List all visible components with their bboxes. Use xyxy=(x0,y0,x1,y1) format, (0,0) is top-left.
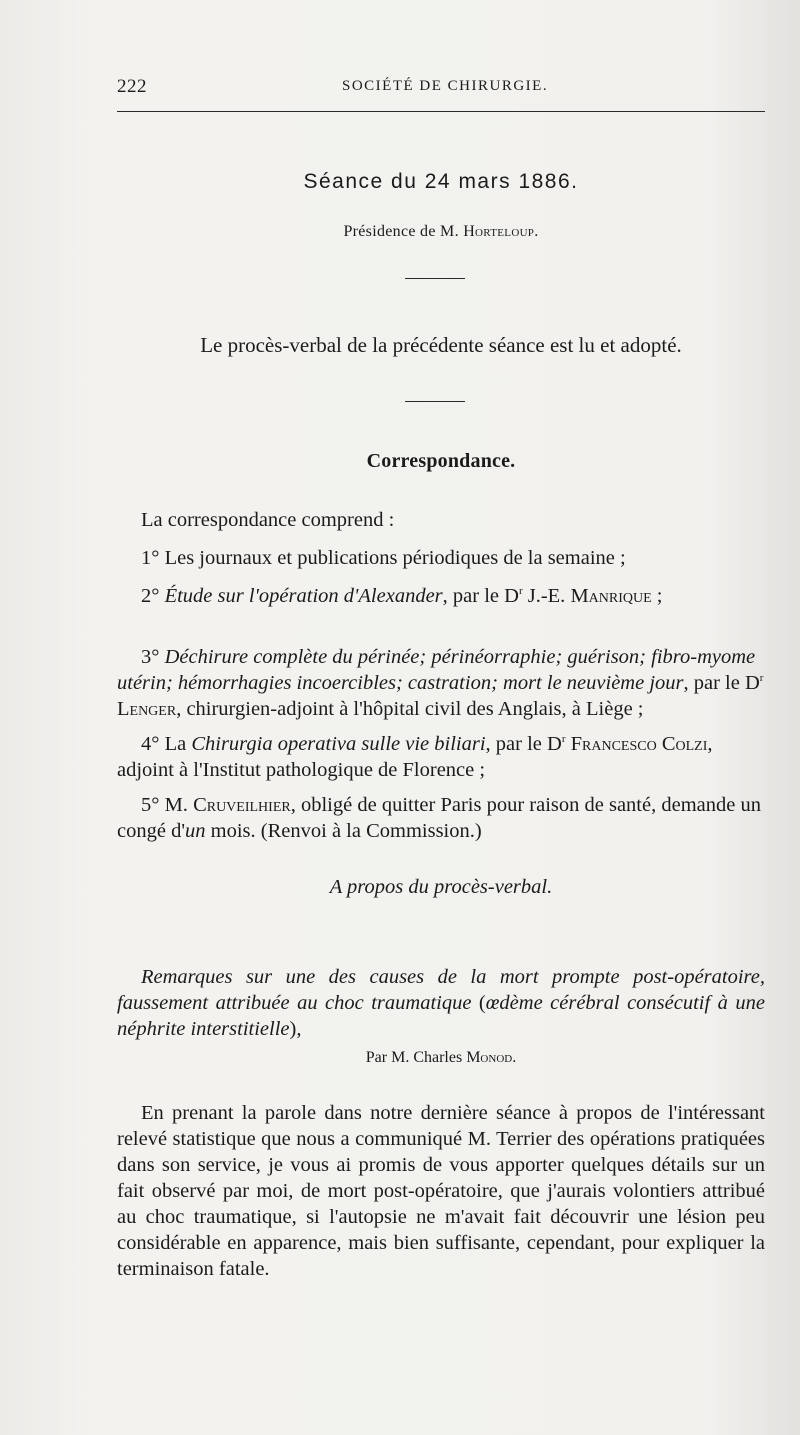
session-title: Séance du 24 mars 1886. xyxy=(303,170,579,193)
running-title: SOCIÉTÉ DE CHIRURGIE. xyxy=(342,78,549,94)
correspondence-item-2 xyxy=(117,583,765,609)
correspondence-item-1: 1° Les journaux et publications périodiques de la semaine ; xyxy=(141,547,626,569)
section-heading-correspondence: Correspondance. xyxy=(366,450,516,472)
item-text: , obligé de quitter Paris pour raison de santé, demande un congé d' xyxy=(117,794,761,842)
correspondence-item-3 xyxy=(117,644,765,722)
president-name: Horteloup. xyxy=(463,223,539,240)
article-title-paren-text: œdème cérébral consécutif à une néphrite interstitielle xyxy=(117,992,765,1040)
body-paragraph: En prenant la parole dans notre dernière séance à propos de l'intéressant relevé statistique que nous a communiqué M. Terrier des opérations pratiquées dans son service, je vous ai promis de vous apporter quelques détails sur un fait observé par moi, de mort post-opératoire, que j'aurais volontiers attribué au choc traumatique, si l'autopsie ne m'avait fait découvrir une lésion peu considérable en apparence, mais bien suffisante, cependant, pour expliquer la terminaison fatale. xyxy=(117,1102,765,1280)
article-author xyxy=(117,1049,765,1067)
italic-word: un xyxy=(185,820,206,842)
presidency-line xyxy=(117,223,765,241)
item-number: 5° M. xyxy=(141,794,194,816)
paren: ), xyxy=(289,1018,302,1040)
article-title-text: Remarques sur une des causes de la mort prompte post-opératoire, faussement attribuée au choc traumatique xyxy=(117,966,765,1014)
superscript: r xyxy=(561,733,566,746)
minutes-statement: Le procès-verbal de la précédente séance est lu et adopté. xyxy=(200,333,682,357)
superscript: r xyxy=(518,585,523,598)
item-text: , par le D xyxy=(442,585,519,607)
item-number: 4° La xyxy=(141,733,192,755)
item-text: , par le D xyxy=(683,672,760,694)
author-name: Francesco Colzi xyxy=(565,733,708,755)
item-text: mois. (Renvoi à la Commission.) xyxy=(205,820,482,842)
separator-rule xyxy=(405,401,465,402)
correspondence-item-5 xyxy=(117,792,765,844)
author-name: Lenger xyxy=(117,698,177,720)
item-text: , adjoint à l'Institut pathologique de Florence ; xyxy=(117,733,713,781)
item-text: , par le D xyxy=(485,733,562,755)
header-rule xyxy=(117,111,765,112)
item-number: 2° xyxy=(141,585,165,607)
work-title: Chirurgia operativa sulle vie biliari xyxy=(191,733,486,755)
correspondence-intro: La correspondance comprend : xyxy=(141,509,395,531)
page-number: 222 xyxy=(117,76,147,97)
item-text: , chirurgien-adjoint à l'hôpital civil des Anglais, à Liège ; xyxy=(176,698,644,720)
author-name: Cruveilhier xyxy=(193,794,291,816)
superscript: r xyxy=(759,672,764,685)
work-title: Étude sur l'opération d'Alexander xyxy=(164,585,443,607)
correspondence-item-4 xyxy=(117,731,765,783)
section-heading-proces-verbal: A propos du procès-verbal. xyxy=(329,876,553,898)
work-title: Déchirure complète du périnée; périnéorraphie; guérison; fibro-myome utérin; hémorrhagies incoercibles; castration; mort le neuvième jour xyxy=(117,646,756,694)
author-name: Monod. xyxy=(466,1049,517,1066)
item-text: ; xyxy=(651,585,663,607)
article-title xyxy=(117,964,765,1042)
author-name: Manrique xyxy=(570,585,652,607)
presidency-prefix: Présidence de M. xyxy=(343,223,464,240)
paren: ( xyxy=(478,992,486,1014)
author-prefix: Par M. Charles xyxy=(365,1049,467,1066)
running-head xyxy=(117,76,760,100)
item-text: J.-E. xyxy=(522,585,571,607)
item-number: 3° xyxy=(141,646,165,668)
separator-rule xyxy=(405,278,465,279)
